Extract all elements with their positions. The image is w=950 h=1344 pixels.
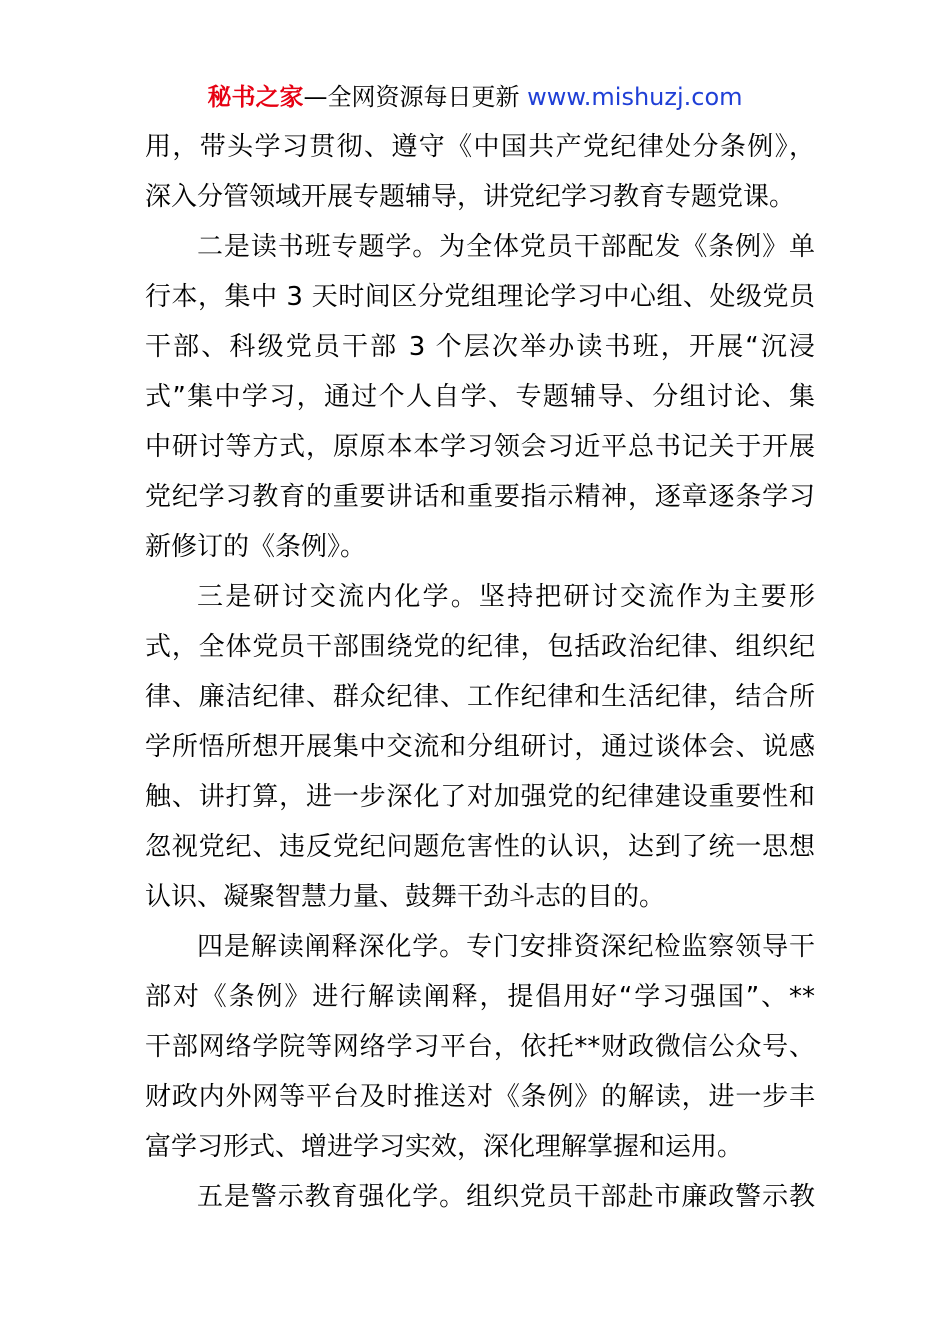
text-line: 律、廉洁纪律、群众纪律、工作纪律和生活纪律，结合所 [145, 682, 815, 712]
text-line: 触、讲打算，进一步深化了对加强党的纪律建设重要性和 [145, 782, 815, 812]
text-line: 式”集中学习，通过个人自学、专题辅导、分组讨论、集 [145, 382, 815, 412]
site-tagline: —全网资源每日更新 [303, 83, 520, 111]
site-brand-name: 秘书之家 [207, 83, 304, 111]
text-line: 行本，集中 3 天时间区分党组理论学习中心组、处级党员 [145, 282, 815, 312]
text-line: 用，带头学习贯彻、遵守《中国共产党纪律处分条例》， [145, 132, 815, 162]
text-line: 干部网络学院等网络学习平台，依托**财政微信公众号、 [145, 1032, 815, 1062]
text-line: 式，全体党员干部围绕党的纪律，包括政治纪律、组织纪 [145, 632, 815, 662]
document-body [145, 122, 815, 1222]
site-url: www.mishuzj.com [527, 83, 743, 111]
text-line: 忽视党纪、违反党纪问题危害性的认识，达到了统一思想 [145, 832, 815, 862]
text-line: 干部、科级党员干部 3 个层次举办读书班，开展“沉浸 [145, 332, 815, 362]
paragraph-first-line: 四是解读阐释深化学。专门安排资深纪检监察领导干 [197, 932, 815, 962]
paragraph-first-line: 五是警示教育强化学。组织党员干部赴市廉政警示教 [197, 1182, 815, 1212]
text-line: 党纪学习教育的重要讲话和重要指示精神，逐章逐条学习 [145, 482, 815, 512]
text-line: 深入分管领域开展专题辅导，讲党纪学习教育专题党课。 [145, 182, 796, 212]
text-line: 部对《条例》进行解读阐释，提倡用好“学习强国”、** [145, 982, 815, 1012]
text-line: 中研讨等方式，原原本本学习领会习近平总书记关于开展 [145, 432, 815, 462]
paragraph-first-line: 二是读书班专题学。为全体党员干部配发《条例》单 [197, 232, 815, 262]
text-line: 新修订的《条例》。 [145, 532, 367, 562]
text-line: 认识、凝聚智慧力量、鼓舞干劲斗志的目的。 [145, 882, 666, 912]
text-line: 富学习形式、增进学习实效，深化理解掌握和运用。 [145, 1132, 744, 1162]
site-watermark-header [0, 80, 950, 114]
text-line: 财政内外网等平台及时推送对《条例》的解读，进一步丰 [145, 1082, 815, 1112]
text-line: 学所悟所想开展集中交流和分组研讨，通过谈体会、说感 [145, 732, 815, 762]
paragraph-first-line: 三是研讨交流内化学。坚持把研讨交流作为主要形 [197, 582, 815, 612]
